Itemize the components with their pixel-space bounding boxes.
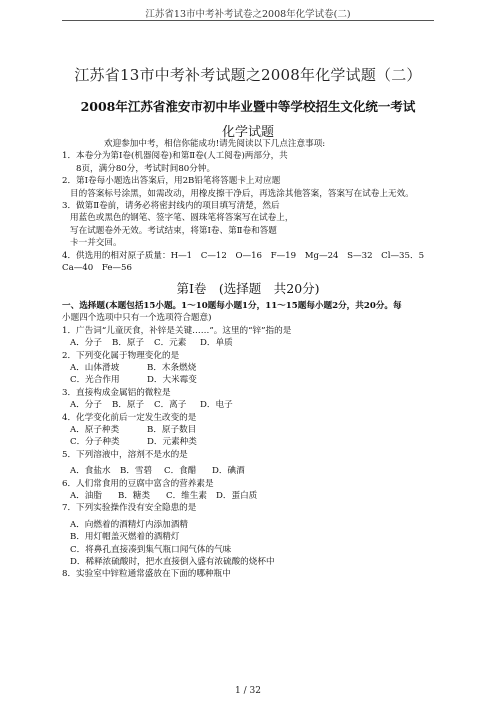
option-b: B．原子 bbox=[112, 400, 145, 411]
running-header: 江苏省13市中考补考试卷之2008年化学试卷(二) bbox=[145, 9, 351, 20]
notice-line: 目的答案标号涂黑，如需改动，用橡皮擦干净后，再选涂其他答案，答案写在试卷上无效。 bbox=[70, 188, 414, 199]
question-stem: 6．人们常食用的豆腐中富含的营养素是 bbox=[62, 478, 214, 489]
option-d: D．蛋白质 bbox=[216, 490, 258, 501]
question-options bbox=[62, 424, 434, 436]
option-d: D．大米霉变 bbox=[147, 375, 197, 386]
question-stem: 7．下列实验操作没有安全隐患的是 bbox=[62, 503, 197, 514]
option-c: C．将鼻孔直接凑到集气瓶口闻气体的气味 bbox=[70, 544, 232, 555]
option-b: B．木条燃烧 bbox=[147, 362, 197, 373]
option-b: B．原子数目 bbox=[147, 424, 197, 435]
option-a: A．食盐水 bbox=[70, 466, 111, 477]
notice-line: 2．第Ⅰ卷每小题选出答案后，用2B铅笔将答题卡上对应题 bbox=[62, 176, 281, 187]
question-stem: 5．下列溶液中，溶剂不是水的是 bbox=[62, 449, 188, 460]
part-intro-line: 一、选择题(本题包括15小题。1～10题每小题1分，11～15题每小题2分，共20分。每 bbox=[62, 300, 402, 311]
question-stem: 1．广告词“儿童厌食，补锌是关键……”。这里的“锌”指的是 bbox=[62, 325, 292, 336]
page-indicator: 1 / 32 bbox=[235, 686, 261, 696]
option-c: C．食醋 bbox=[164, 466, 197, 477]
notice-line: 卡一并交回。 bbox=[70, 238, 122, 249]
option-a: A．分子 bbox=[70, 400, 102, 411]
part-intro-line: 小题四个选项中只有一个选项符合题意) bbox=[62, 313, 212, 324]
question-stem: 4．化学变化前后一定发生改变的是 bbox=[62, 412, 197, 423]
option-d: D．单质 bbox=[200, 338, 233, 349]
option-c: C．维生素 bbox=[166, 490, 207, 501]
question-options bbox=[62, 399, 434, 411]
option-d: D．碘酒 bbox=[212, 466, 245, 477]
question-options bbox=[62, 436, 434, 448]
option-b: B．用灯帽盖灭燃着的酒精灯 bbox=[70, 532, 180, 543]
option-b: B．糖类 bbox=[118, 490, 151, 501]
option-c: C．分子种类 bbox=[70, 437, 120, 448]
notice-line: 3．做第Ⅱ卷前，请务必将密封线内的项目填写清楚，然后 bbox=[62, 201, 280, 212]
notice-line: 4．供选用的相对原子质量：H—1 C—12 O—16 F—19 Mg—24 S—32 Cl—35．5 bbox=[62, 250, 425, 261]
option-a: A．原子种类 bbox=[70, 424, 120, 435]
question-stem: 8．实验室中锌粒通常盛放在下面的哪种瓶中 bbox=[62, 569, 231, 580]
question-options bbox=[62, 490, 434, 502]
question-options bbox=[62, 465, 434, 477]
question-options bbox=[62, 337, 434, 349]
option-d: D．元素种类 bbox=[147, 437, 197, 448]
subject-title: 化学试题 bbox=[221, 125, 274, 140]
section-title: 第Ⅰ卷 (选择题 共20分) bbox=[176, 281, 320, 297]
option-a: A．山体滑坡 bbox=[70, 362, 120, 373]
question-stem: 2．下列变化属于物理变化的是 bbox=[62, 350, 180, 361]
option-c: C．元素 bbox=[154, 338, 187, 349]
notice-line: 1．本卷分为第Ⅰ卷(机器阅卷)和第Ⅱ卷(人工阅卷)两部分，共 bbox=[62, 151, 288, 162]
document-body bbox=[62, 138, 434, 581]
header-divider bbox=[62, 20, 434, 21]
option-a: A．分子 bbox=[70, 338, 102, 349]
option-a: A．向燃着的酒精灯内添加酒精 bbox=[70, 519, 188, 530]
document-title: 江苏省13市中考补考试题之2008年化学试题（二） bbox=[74, 66, 422, 84]
notice-line: Ca—40 Fe—56 bbox=[62, 263, 132, 274]
option-d: D．电子 bbox=[200, 400, 233, 411]
exam-subtitle: 2008年江苏省淮安市初中毕业暨中等学校招生文化统一考试 bbox=[80, 99, 416, 114]
notice-line: 写在试题卷外无效。考试结束，将第Ⅰ卷、第Ⅱ卷和答题 bbox=[70, 225, 277, 236]
question-options bbox=[62, 362, 434, 374]
notice-intro: 欢迎参加中考，相信你能成功!请先阅读以下几点注意事项: bbox=[104, 139, 326, 149]
option-c: C．光合作用 bbox=[70, 375, 120, 386]
notice-line: 8页，满分80分，考试时间80分钟。 bbox=[76, 163, 216, 174]
option-a: A．油脂 bbox=[70, 490, 102, 501]
option-b: B．雪碧 bbox=[120, 466, 153, 477]
notice-line: 用蓝色或黑色的钢笔、签字笔、圆珠笔将答案写在试卷上， bbox=[70, 213, 294, 224]
question-stem: 3．直接构成金属铝的微粒是 bbox=[62, 387, 171, 398]
option-c: C．离子 bbox=[154, 400, 187, 411]
question-options bbox=[62, 374, 434, 386]
option-d: D．稀释浓硫酸时，把水直接倒入盛有浓硫酸的烧杯中 bbox=[70, 557, 275, 567]
part-intro bbox=[62, 300, 434, 312]
option-b: B．原子 bbox=[112, 338, 145, 349]
